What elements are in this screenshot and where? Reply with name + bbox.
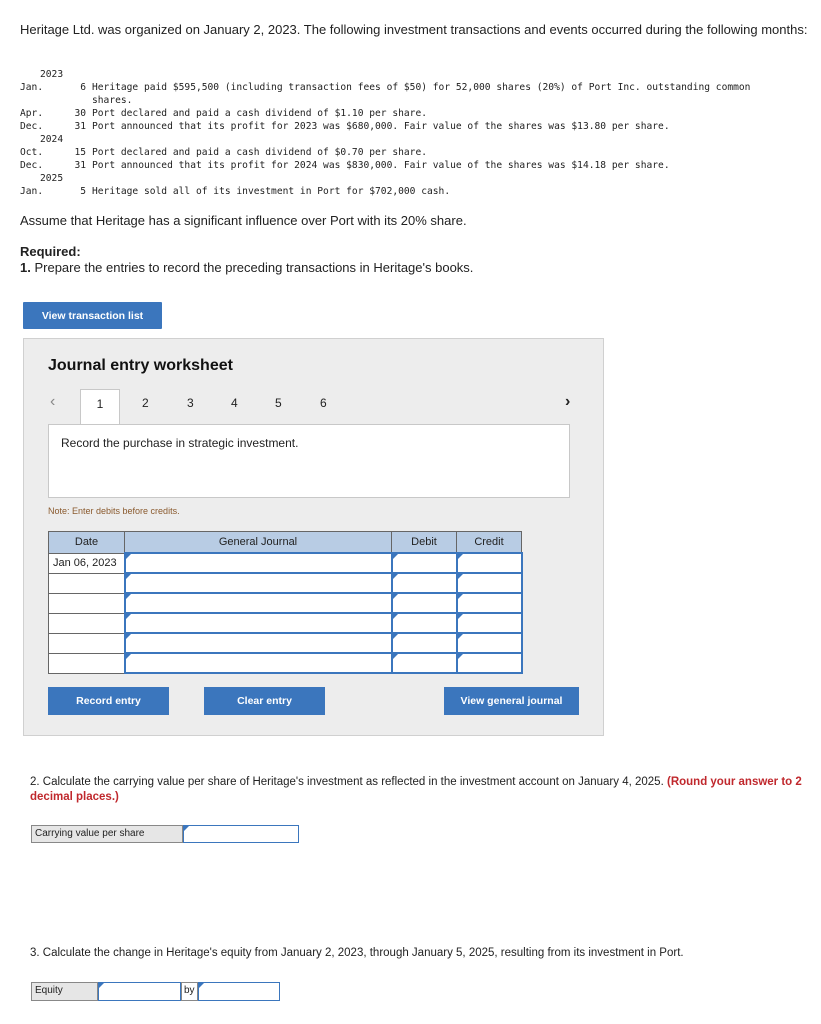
account-input[interactable] [125,653,392,673]
clear-entry-button[interactable]: Clear entry [204,687,325,715]
transaction-row [20,81,751,94]
credit-input[interactable] [457,653,522,673]
description: Port announced that its profit for 2024 was $830,000. Fair value of the shares was $14.18 per share. [92,160,670,171]
day: 5 [80,186,86,197]
debit-input[interactable] [392,653,457,673]
day: 6 [80,82,86,93]
view-transaction-list-button[interactable]: View transaction list [23,302,162,329]
rounding-instruction: (Round your answer to 2 decimal places.) [30,776,802,803]
transaction-row [20,159,670,172]
carrying-value-input[interactable] [183,825,299,843]
instruction-text: Record the purchase in strategic investment. [61,436,299,450]
carrying-value-label: Carrying value per share [31,825,183,843]
table-row [49,653,522,673]
day: 30 [74,108,86,119]
date-cell[interactable] [49,653,125,673]
day: 31 [74,160,86,171]
table-row [49,593,522,613]
by-label: by [181,982,198,1001]
transaction-row [20,120,670,133]
tab-5[interactable]: 5 [275,396,282,410]
assumption-text: Assume that Heritage has a significant influence over Port with its 20% share. [20,213,467,228]
debit-input[interactable] [392,613,457,633]
account-input[interactable] [125,593,392,613]
account-input[interactable] [125,553,392,573]
transaction-list [20,68,751,198]
debit-input[interactable] [392,553,457,573]
date-cell[interactable]: Jan 06, 2023 [49,553,125,573]
day: 31 [74,121,86,132]
transaction-row [20,146,428,159]
month: Oct. [20,147,44,158]
tab-3[interactable]: 3 [187,396,194,410]
account-input[interactable] [125,613,392,633]
table-row [49,633,522,653]
table-row [49,613,522,633]
view-general-journal-button[interactable]: View general journal [444,687,579,715]
year-label: 2025 [40,173,64,184]
question-3-text: 3. Calculate the change in Heritage's equity from January 2, 2023, through January 5, 2025, resulting from its investment in Port. [30,947,684,959]
worksheet-title: Journal entry worksheet [48,357,233,374]
debit-input[interactable] [392,593,457,613]
year-label: 2023 [40,69,64,80]
date-cell[interactable] [49,613,125,633]
description: Heritage sold all of its investment in Port for $702,000 cash. [92,186,451,197]
intro-text: Heritage Ltd. was organized on January 2, 2023. The following investment transactions and events occurred during the following months: [20,22,808,37]
question-2-text: 2. Calculate the carrying value per share of Heritage's investment as reflected in the investment account on January 4, 2025. [30,776,664,788]
month: Dec. [20,121,44,132]
credit-input[interactable] [457,593,522,613]
debit-header: Debit [392,532,457,554]
account-input[interactable] [125,633,392,653]
debit-input[interactable] [392,633,457,653]
credit-input[interactable] [457,553,522,573]
date-header: Date [49,532,125,554]
transaction-row [20,107,428,120]
table-row [49,573,522,593]
description: Port declared and paid a cash dividend of $0.70 per share. [92,147,428,158]
day: 15 [74,147,86,158]
general-journal-header: General Journal [125,532,392,554]
transaction-row [20,185,451,198]
month: Jan. [20,186,44,197]
month: Jan. [20,82,44,93]
tab-2[interactable]: 2 [142,396,149,410]
month: Dec. [20,160,44,171]
credit-input[interactable] [457,613,522,633]
description-continued: shares. [92,95,133,106]
credit-input[interactable] [457,573,522,593]
chevron-right-icon[interactable]: › [565,393,571,410]
date-cell[interactable] [49,633,125,653]
tab-1[interactable]: 1 [80,389,120,425]
debit-input[interactable] [392,573,457,593]
tab-6[interactable]: 6 [320,396,327,410]
required-item-1 [20,260,473,275]
journal-table [48,531,523,674]
credit-header: Credit [457,532,522,554]
year-label: 2024 [40,134,64,145]
account-input[interactable] [125,573,392,593]
record-entry-button[interactable]: Record entry [48,687,169,715]
required-title: Required: [20,244,81,259]
month: Apr. [20,108,44,119]
description: Port announced that its profit for 2023 was $680,000. Fair value of the shares was $13.80 per share. [92,121,670,132]
question-2 [30,775,810,805]
equity-direction-select[interactable] [98,982,181,1001]
required-text: Prepare the entries to record the preceding transactions in Heritage's books. [34,260,474,275]
description: Port declared and paid a cash dividend of $1.10 per share. [92,108,428,119]
table-row [49,553,522,573]
credit-input[interactable] [457,633,522,653]
table-header-row [49,532,522,554]
date-cell[interactable] [49,573,125,593]
required-number: 1. [20,260,31,275]
date-cell[interactable] [49,593,125,613]
debit-credit-note: Note: Enter debits before credits. [48,506,180,516]
equity-label: Equity [31,982,98,1001]
description: Heritage paid $595,500 (including transaction fees of $50) for 52,000 shares (20%) of Port Inc. outstanding common [92,82,751,93]
chevron-left-icon[interactable]: ‹ [50,393,56,410]
tab-4[interactable]: 4 [231,396,238,410]
equity-amount-input[interactable] [198,982,280,1001]
